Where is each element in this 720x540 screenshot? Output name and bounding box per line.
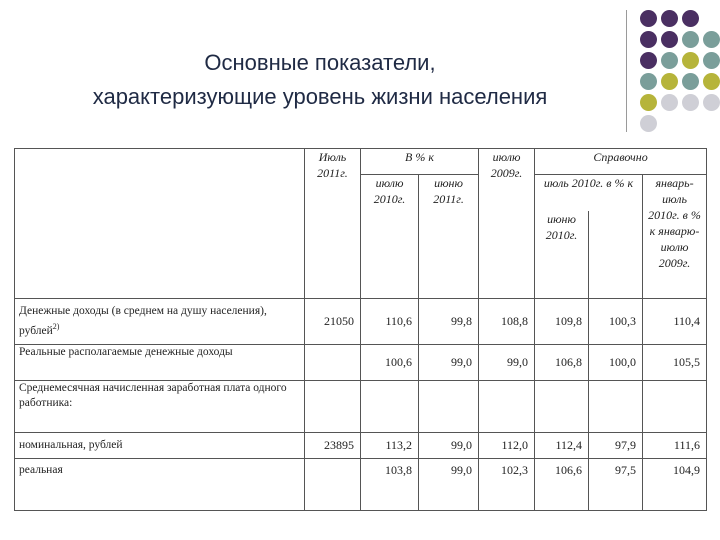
dot bbox=[640, 52, 657, 69]
table-cell: 100,6 bbox=[361, 345, 419, 381]
table-cell: 105,5 bbox=[643, 345, 707, 381]
table-row bbox=[15, 381, 707, 433]
table-cell: 108,8 bbox=[479, 299, 535, 345]
table-cell: 110,6 bbox=[361, 299, 419, 345]
dot bbox=[640, 73, 657, 90]
header-pct-to: В % к bbox=[361, 149, 479, 175]
footnote-mark: 2) bbox=[52, 322, 60, 332]
dot bbox=[640, 10, 657, 27]
table-cell bbox=[479, 381, 535, 433]
table-cell: 111,6 bbox=[643, 433, 707, 459]
row-label: Среднемесячная начисленная заработная плата одного работника: bbox=[15, 381, 305, 433]
divider-line bbox=[626, 10, 627, 132]
dot bbox=[640, 31, 657, 48]
dot bbox=[682, 73, 699, 90]
table-cell bbox=[361, 381, 419, 433]
table-cell: 106,6 bbox=[535, 459, 589, 511]
table-cell bbox=[305, 459, 361, 511]
dot bbox=[661, 73, 678, 90]
dot bbox=[682, 10, 699, 27]
dot bbox=[682, 94, 699, 111]
table-cell bbox=[305, 381, 361, 433]
dot bbox=[703, 52, 720, 69]
dot bbox=[661, 52, 678, 69]
table-cell: 99,0 bbox=[419, 459, 479, 511]
header-empty-subcell bbox=[589, 211, 643, 299]
dot bbox=[682, 52, 699, 69]
row-label-text: Денежные доходы (в среднем на душу населения), рублей bbox=[19, 305, 267, 337]
table-cell bbox=[643, 381, 707, 433]
header-jan-july: январь-июль 2010г. в % к январю-июлю 2009г. bbox=[643, 175, 707, 299]
header-empty-cell bbox=[15, 149, 305, 299]
page-title bbox=[20, 46, 620, 114]
table-cell: 104,9 bbox=[643, 459, 707, 511]
table-cell: 109,8 bbox=[535, 299, 589, 345]
header-july2010: июлю 2010г. bbox=[361, 175, 419, 299]
table-row bbox=[15, 299, 707, 345]
dot bbox=[640, 115, 657, 132]
table-cell: 99,0 bbox=[479, 345, 535, 381]
table-cell: 102,3 bbox=[479, 459, 535, 511]
table-cell: 99,0 bbox=[419, 433, 479, 459]
table-cell: 100,0 bbox=[589, 345, 643, 381]
dot bbox=[703, 94, 720, 111]
row-label: номинальная, рублей bbox=[15, 433, 305, 459]
dot bbox=[703, 73, 720, 90]
table-cell: 106,8 bbox=[535, 345, 589, 381]
header-june2010: июню 2010г. bbox=[535, 211, 589, 299]
table-cell: 100,3 bbox=[589, 299, 643, 345]
table-cell bbox=[535, 381, 589, 433]
title-line-2: характеризующие уровень жизни населения bbox=[92, 84, 548, 109]
table-row bbox=[15, 345, 707, 381]
table-cell bbox=[305, 345, 361, 381]
header-june2011: июню 2011г. bbox=[419, 175, 479, 299]
table-cell: 112,4 bbox=[535, 433, 589, 459]
table-row bbox=[15, 459, 707, 511]
dot bbox=[661, 94, 678, 111]
indicators-table bbox=[14, 148, 707, 511]
table-cell: 113,2 bbox=[361, 433, 419, 459]
dot bbox=[661, 31, 678, 48]
table-cell: 103,8 bbox=[361, 459, 419, 511]
table-cell: 99,8 bbox=[419, 299, 479, 345]
dot bbox=[703, 31, 720, 48]
table-cell: 97,9 bbox=[589, 433, 643, 459]
table-cell: 112,0 bbox=[479, 433, 535, 459]
table-row bbox=[15, 433, 707, 459]
row-label bbox=[15, 299, 305, 345]
table-cell: 23895 bbox=[305, 433, 361, 459]
table-cell: 99,0 bbox=[419, 345, 479, 381]
table-cell: 21050 bbox=[305, 299, 361, 345]
title-line-1: Основные показатели, bbox=[204, 50, 436, 75]
dot bbox=[682, 31, 699, 48]
header-reference: Справочно bbox=[535, 149, 707, 175]
table-cell: 97,5 bbox=[589, 459, 643, 511]
row-label: реальная bbox=[15, 459, 305, 511]
header-row bbox=[15, 149, 707, 175]
header-july2011: Июль 2011г. bbox=[305, 149, 361, 299]
header-july2009: июлю 2009г. bbox=[479, 149, 535, 299]
table-cell: 110,4 bbox=[643, 299, 707, 345]
dot bbox=[661, 10, 678, 27]
header-july2010-pct-to: июль 2010г. в % к bbox=[535, 175, 643, 211]
table-cell bbox=[419, 381, 479, 433]
table-cell bbox=[589, 381, 643, 433]
row-label: Реальные располагаемые денежные доходы bbox=[15, 345, 305, 381]
dot bbox=[640, 94, 657, 111]
